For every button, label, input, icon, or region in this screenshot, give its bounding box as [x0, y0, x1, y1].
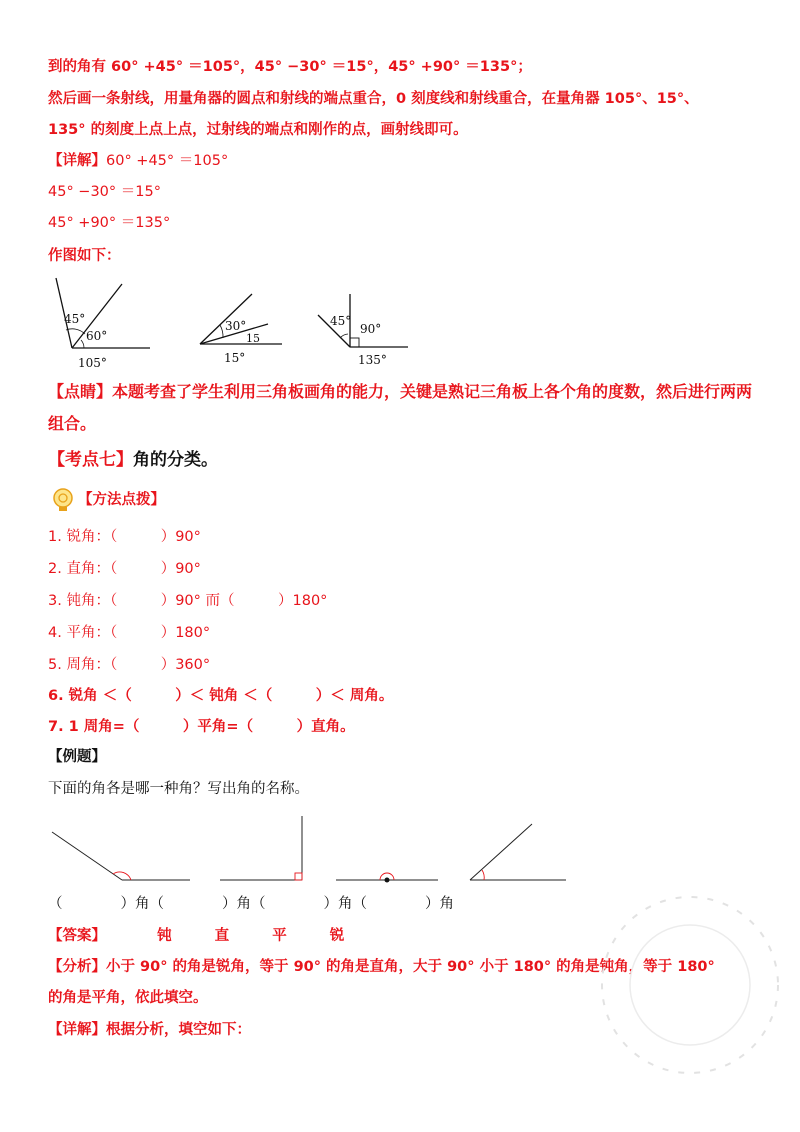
comment-text-2: 组合。 — [48, 414, 97, 433]
figure-caption: 作图如下： — [48, 248, 121, 264]
example-tag: 【例题】 — [48, 749, 106, 765]
label-15: 15° — [224, 351, 246, 365]
label-30: 30° — [225, 319, 247, 333]
answer-4: 锐 — [329, 928, 345, 944]
answer-1: 钝 — [157, 928, 172, 944]
obtuse-angle-figure — [52, 832, 190, 880]
figure-135 — [318, 294, 408, 367]
figure-15 — [200, 294, 282, 365]
method-title: 【方法点拨】 — [78, 492, 165, 508]
text-line-3: 135° 的刻度上点上点，过射线的端点和刚作的点，画射线即可。 — [48, 122, 468, 138]
comment-text-1: 本题考查了学生利用三角板画角的能力，关键是熟记三角板上各个角的度数，然后进行两两 — [112, 382, 753, 401]
straight-angle-figure — [336, 873, 438, 883]
analysis-text-1: 小于 90° 的角是锐角，等于 90° 的角是直角，大于 90° 小于 180° 的角是钝角，等于 180° — [106, 959, 715, 975]
detail-line-1 — [48, 151, 228, 171]
angle-drawings-2 — [40, 808, 580, 888]
label-135: 135° — [358, 353, 387, 367]
final-detail-text: 根据分析，填空如下： — [106, 1022, 251, 1038]
method-item-4: 4. 平角：（ ）180° — [48, 625, 211, 641]
example-blanks: （ ）角（ ）角（ ）角（ ）角 — [48, 896, 454, 912]
method-item-1: 1. 锐角：（ ）90° — [48, 529, 201, 545]
method-item-7: 7. 1 周角=（ ）平角=（ ）直角。 — [48, 719, 355, 735]
acute-angle-figure — [470, 824, 566, 880]
answer-tag: 【答案】 — [48, 928, 106, 944]
figure-105 — [56, 278, 150, 370]
lightbulb-icon — [50, 487, 76, 513]
comment-tag: 【点睛】 — [48, 382, 113, 401]
section-tag: 【考点七】 — [48, 450, 133, 470]
text-line-2: 然后画一条射线，用量角器的圆点和射线的端点重合，0 刻度线和射线重合，在量角器 105°、15°、 — [48, 91, 699, 107]
text-line-1: 到的角有 60° +45° ＝105°，45° −30° ＝15°，45° +90° ＝135°； — [48, 59, 532, 75]
label-15-inner: 15 — [246, 332, 260, 345]
detail-eq-2: 45° −30° ＝15° — [48, 184, 161, 200]
answer-line — [48, 926, 344, 946]
label-90: 90° — [360, 322, 382, 336]
answer-3: 平 — [272, 928, 287, 944]
final-detail-line — [48, 1020, 251, 1040]
angle-drawings-1 — [40, 272, 440, 372]
analysis-tag: 【分析】 — [48, 959, 106, 975]
answer-2: 直 — [214, 928, 230, 944]
watermark-seal — [590, 880, 790, 1090]
final-detail-tag: 【详解】 — [48, 1022, 106, 1038]
section-heading — [48, 450, 218, 470]
method-item-3: 3. 钝角：（ ）90° 而（ ）180° — [48, 593, 328, 609]
label-105: 105° — [78, 356, 107, 370]
right-angle-figure — [220, 816, 302, 880]
analysis-text-2: 的角是平角，依此填空。 — [48, 990, 208, 1006]
detail-tag: 【详解】 — [48, 153, 106, 169]
example-question: 下面的角各是哪一种角？写出角的名称。 — [48, 781, 309, 797]
method-item-2: 2. 直角：（ ）90° — [48, 561, 201, 577]
detail-eq-1: 60° +45° ＝105° — [106, 153, 229, 169]
label-45b: 45° — [330, 314, 352, 328]
section-title: 角的分类。 — [133, 450, 218, 470]
label-45: 45° — [64, 312, 86, 326]
method-item-6: 6. 锐角 ＜（ ）＜ 钝角 ＜（ ）＜ 周角。 — [48, 688, 394, 704]
detail-eq-3: 45° +90° ＝135° — [48, 215, 171, 231]
method-item-5: 5. 周角：（ ）360° — [48, 657, 211, 673]
comment-line-1 — [48, 382, 752, 402]
label-60: 60° — [86, 329, 108, 343]
